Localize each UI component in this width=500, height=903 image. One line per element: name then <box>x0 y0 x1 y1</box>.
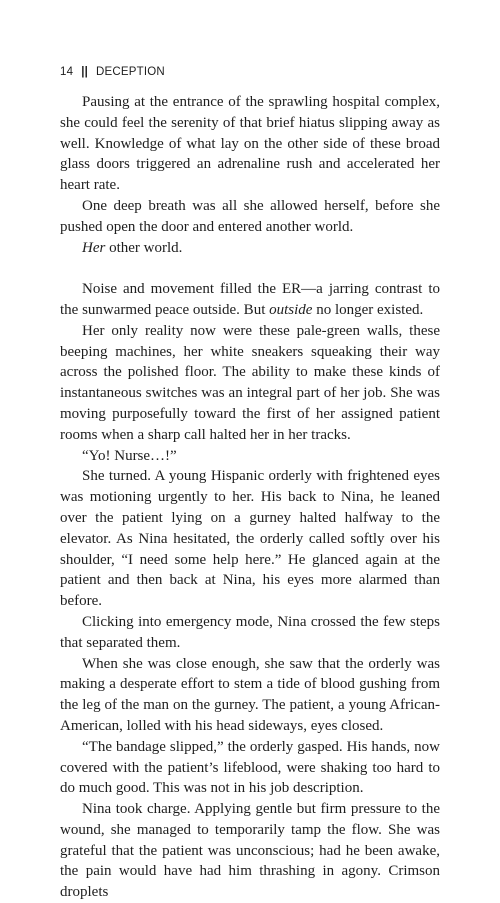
book-page <box>60 0 440 901</box>
header-separator: || <box>81 66 89 78</box>
italic-word-her: Her <box>82 239 106 256</box>
running-head <box>60 64 165 80</box>
paragraph-4-end: no longer existed. <box>312 301 424 318</box>
body-text <box>60 92 440 903</box>
paragraph-1: Pausing at the entrance of the sprawling hospital complex, she could feel the serenity of that brief hiatus slipping away as well. Knowledge of what lay on the other side of these broad glass doors triggered an adrenaline rush and accelerated her heart rate. <box>60 94 440 194</box>
page-number: 14 <box>60 66 74 78</box>
paragraph-11: Nina took charge. Applying gentle but firm pressure to the wound, she managed to temporarily tamp the flow. She was grateful that the patient was unconscious; had he been awake, the pain would have had him thrashing in agony. Crimson droplets <box>60 801 440 901</box>
paragraph-4 <box>60 279 440 321</box>
italic-word-outside: outside <box>269 301 313 318</box>
paragraph-5: Her only reality now were these pale-green walls, these beeping machines, her white sneakers squeaking their way across the polished floor. The ability to make these kinds of instantaneous switches was an integral part of her job. She was moving purposefully toward the first of her assigned patient rooms when a sharp call halted her in her tracks. <box>60 322 440 443</box>
paragraph-10: “The bandage slipped,” the orderly gasped. His hands, now covered with the patient’s lifeblood, were shaking too hard to do much good. This was not in his job description. <box>60 738 440 797</box>
paragraph-7: She turned. A young Hispanic orderly with frightened eyes was motioning urgently to her. His back to Nina, he leaned over the patient lying on a gurney halted halfway to the elevator. As Nina hesitated, the orderly called softly over his shoulder, “I need some help here.” He glanced again at the patient and then back at Nina, his eyes more alarmed than before. <box>60 468 440 610</box>
paragraph-4-start: Noise and movement filled the ER—a jarring contrast to the sunwarmed peace outside. But <box>60 281 440 318</box>
paragraph-9: When she was close enough, she saw that the orderly was making a desperate effort to stem a tide of blood gushing from the leg of the man on the gurney. The patient, a young African-American, lolled with his head sideways, eyes closed. <box>60 655 440 734</box>
running-title: DECEPTION <box>96 66 165 78</box>
paragraph-6: “Yo! Nurse…!” <box>82 447 177 464</box>
paragraph-2: One deep breath was all she allowed herself, before she pushed open the door and entered another world. <box>60 197 440 235</box>
paragraph-8: Clicking into emergency mode, Nina crossed the few steps that separated them. <box>60 613 440 651</box>
paragraph-3-rest: other world. <box>105 239 183 256</box>
paragraph-3 <box>60 238 440 259</box>
